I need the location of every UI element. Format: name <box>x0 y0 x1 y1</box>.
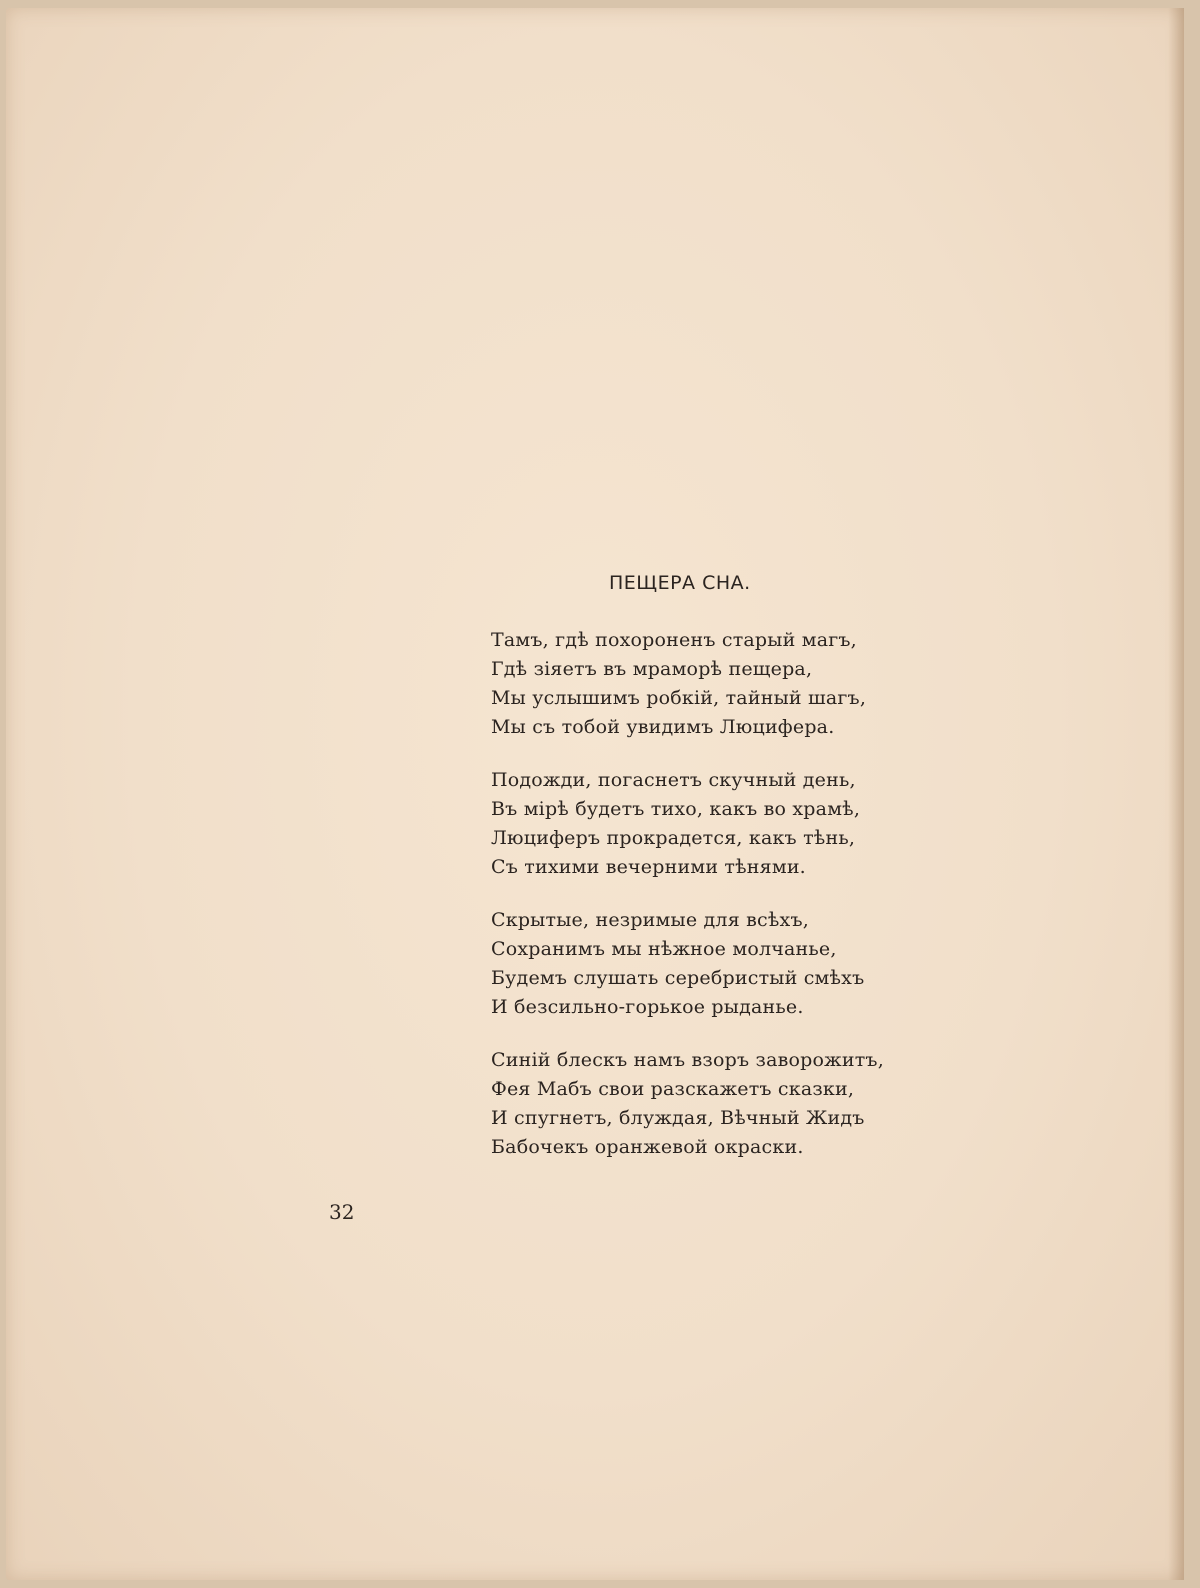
poem-line: Тамъ, гдѣ похороненъ старый магъ, <box>491 629 857 651</box>
poem-line: Будемъ слушать серебристый смѣхъ <box>491 967 865 989</box>
poem-line: Бабочекъ оранжевой окраски. <box>491 1136 804 1158</box>
poem-line: И спугнетъ, блуждая, Вѣчный Жидъ <box>491 1107 865 1129</box>
poem-line: Синій блескъ намъ взоръ заворожитъ, <box>491 1049 884 1071</box>
poem-line: Съ тихими вечерними тѣнями. <box>491 856 806 878</box>
poem-title: ПЕЩЕРА СНА. <box>609 572 751 594</box>
poem-line: Скрытые, незримые для всѣхъ, <box>491 909 809 931</box>
page-edge-shadow <box>1168 8 1184 1580</box>
poem-line: Въ мірѣ будетъ тихо, какъ во храмѣ, <box>491 798 861 820</box>
stanza-2 <box>491 766 860 882</box>
stanza-4 <box>491 1046 884 1162</box>
poem-line: Фея Мабъ свои разскажетъ сказки, <box>491 1078 855 1100</box>
book-page <box>6 8 1184 1580</box>
poem-line: Люциферъ прокрадется, какъ тѣнь, <box>491 827 856 849</box>
page-number: 32 <box>329 1200 355 1224</box>
poem-line: Мы услышимъ робкій, тайный шагъ, <box>491 687 867 709</box>
poem-line: Мы съ тобой увидимъ Люцифера. <box>491 716 835 738</box>
stanza-1 <box>491 626 866 742</box>
poem-line: Подожди, погаснетъ скучный день, <box>491 769 856 791</box>
stanza-3 <box>491 906 864 1022</box>
poem-line: Гдѣ зіяетъ въ мраморѣ пещера, <box>491 658 813 680</box>
poem-line: Сохранимъ мы нѣжное молчанье, <box>491 938 837 960</box>
poem-line: И безсильно-горькое рыданье. <box>491 996 804 1018</box>
